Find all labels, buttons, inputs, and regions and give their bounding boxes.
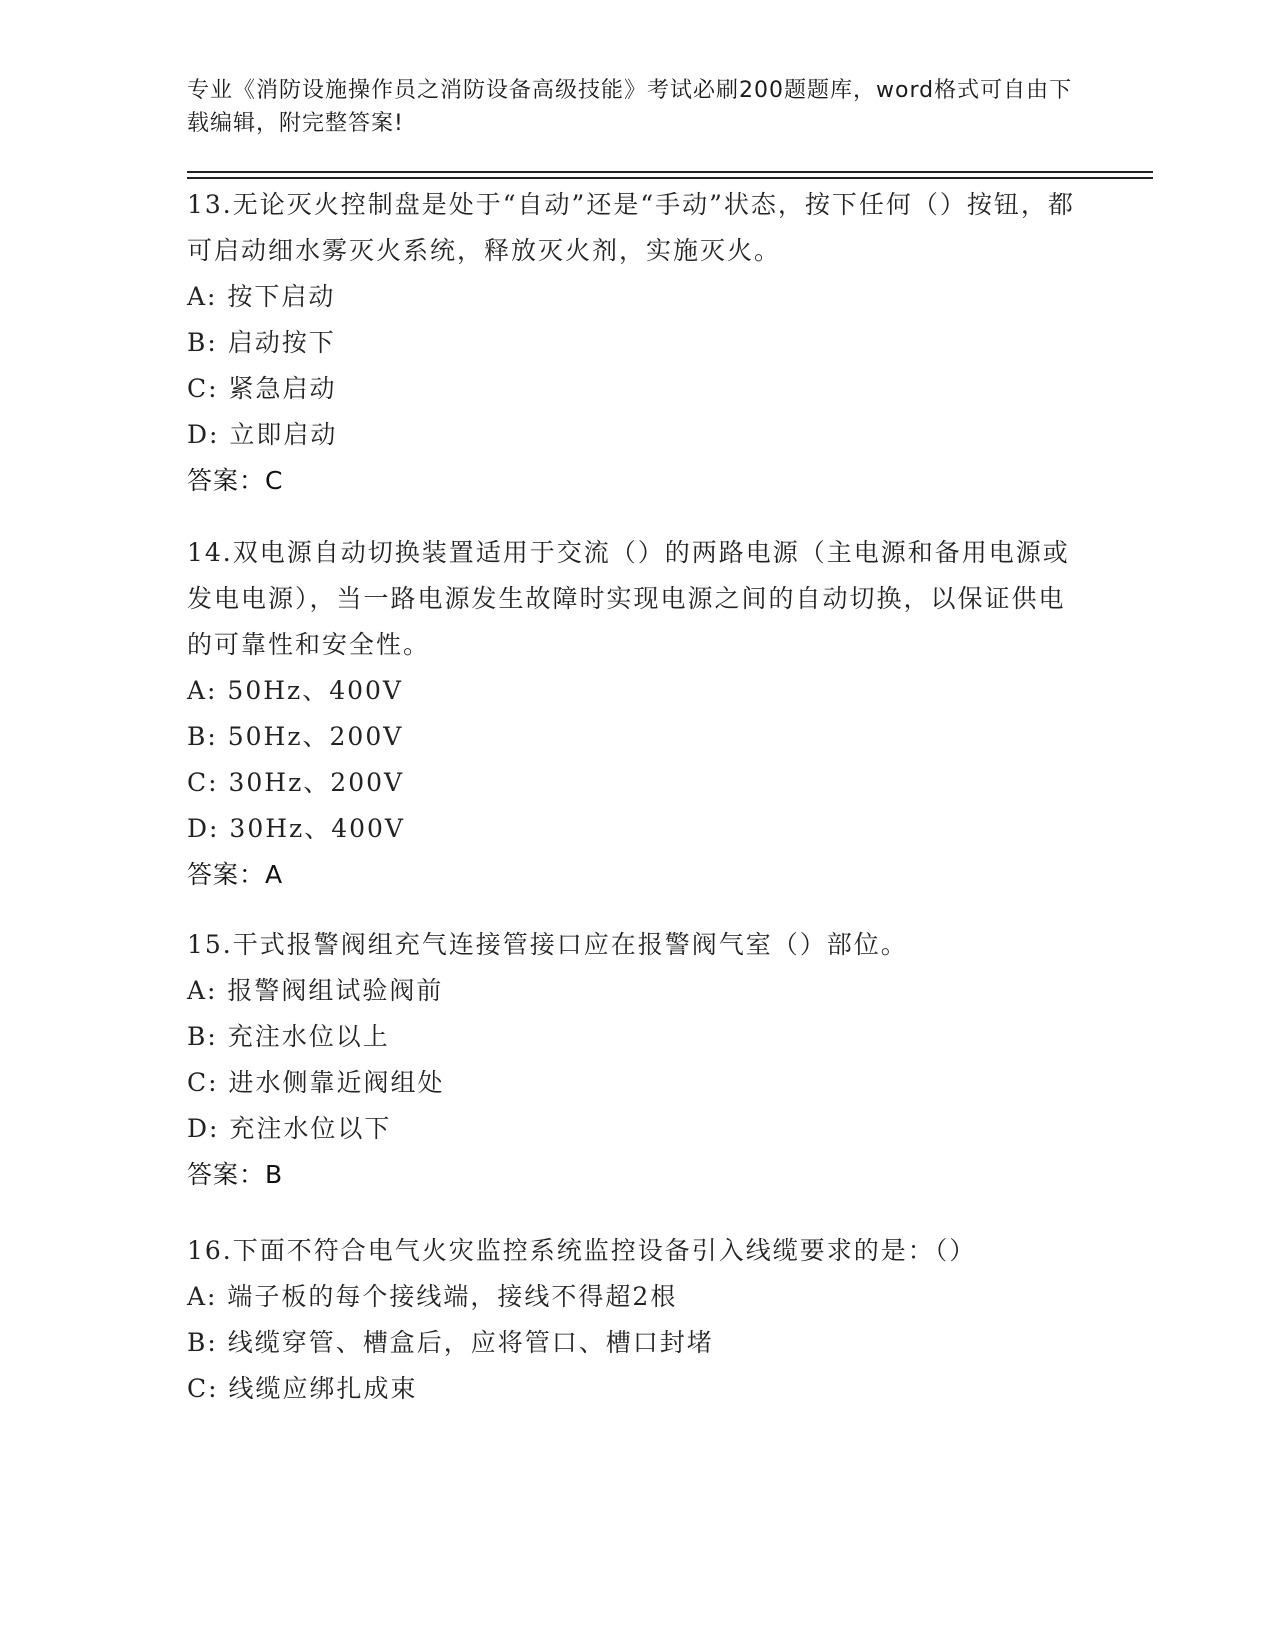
answer: 答案：B <box>187 1160 284 1189</box>
question-stem: 13.无论灭火控制盘是处于“自动”还是“手动”状态，按下任何（）按钮，都可启动细水雾灭火系统，释放灭火剂，实施灭火。 <box>187 190 1075 265</box>
question-stem: 16.下面不符合电气火灾监控系统监控设备引入线缆要求的是：（） <box>187 1236 977 1265</box>
option-a: A: 报警阀组试验阀前 <box>187 976 444 1005</box>
option-a: A: 端子板的每个接线端，接线不得超2根 <box>187 1282 678 1311</box>
option-c: C: 30Hz、200V <box>187 768 405 797</box>
question-15 <box>187 922 1087 1198</box>
header-text: 专业《消防设施操作员之消防设备高级技能》考试必刷200题题库，word格式可自由下载编辑，附完整答案! <box>187 78 1073 136</box>
option-b: B: 启动按下 <box>187 328 336 357</box>
question-16 <box>187 1228 1087 1412</box>
document-header <box>187 74 1087 140</box>
option-a: A: 50Hz、400V <box>187 676 403 705</box>
option-c: C: 进水侧靠近阀组处 <box>187 1068 445 1097</box>
option-b: B: 50Hz、200V <box>187 722 404 751</box>
question-stem: 15.干式报警阀组充气连接管接口应在报警阀气室（）部位。 <box>187 930 908 959</box>
answer: 答案：A <box>187 860 284 889</box>
option-a: A: 按下启动 <box>187 282 336 311</box>
option-b: B: 充注水位以上 <box>187 1022 390 1051</box>
header-divider-bottom <box>187 177 1153 179</box>
option-c: C: 紧急启动 <box>187 374 337 403</box>
option-b: B: 线缆穿管、槽盒后，应将管口、槽口封堵 <box>187 1328 714 1357</box>
option-c: C: 线缆应绑扎成束 <box>187 1374 418 1403</box>
option-d: D: 充注水位以下 <box>187 1114 392 1143</box>
answer: 答案：C <box>187 466 284 495</box>
header-divider-top <box>187 171 1153 173</box>
question-stem: 14.双电源自动切换装置适用于交流（）的两路电源（主电源和备用电源或发电电源），当一路电源发生故障时实现电源之间的自动切换，以保证供电的可靠性和安全性。 <box>187 538 1070 659</box>
question-13 <box>187 182 1087 504</box>
option-d: D: 30Hz、400V <box>187 814 405 843</box>
question-14 <box>187 530 1087 898</box>
option-d: D: 立即启动 <box>187 420 338 449</box>
